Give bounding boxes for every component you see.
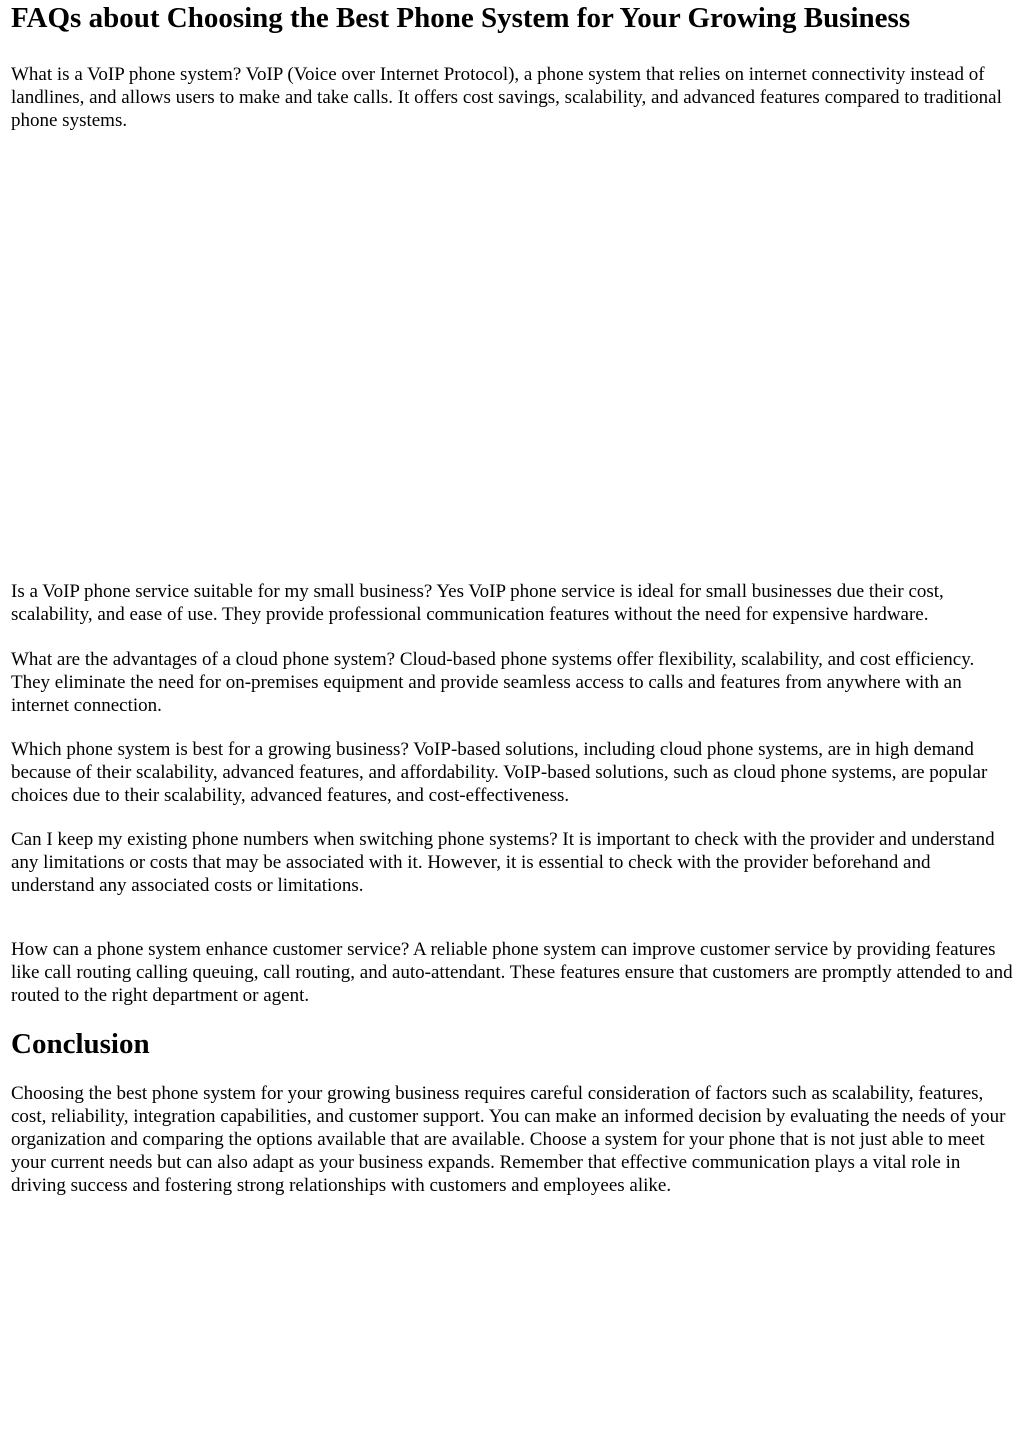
- faq-keep-numbers: Can I keep my existing phone numbers when switching phone systems? It is important to check with the provider and understand any limitations or costs that may be associated with it. However, it is essential to check with the provider beforehand and understand any associated costs or limitations.: [11, 829, 995, 896]
- page-title: FAQs about Choosing the Best Phone System for Your Growing Business: [11, 2, 911, 34]
- conclusion-text: Choosing the best phone system for your growing business requires careful consideration of factors such as scalability, features, cost, reliability, integration capabilities, and customer support. You can make an informed decision by evaluating the needs of your organization and comparing the options available that are available. Choose a system for your phone that is not just able to meet your current needs but can also adapt as your business expands. Remember that effective communication plays a vital role in driving success and fostering strong relationships with customers and employees alike.: [11, 1083, 1006, 1196]
- conclusion-heading: Conclusion: [11, 1028, 150, 1060]
- blank-media-area: [11, 132, 1013, 580]
- faq-cloud-advantages: What are the advantages of a cloud phone system? Cloud-based phone systems offer flexibility, scalability, and cost efficiency. They eliminate the need for on-premises equipment and provide seamless access to calls and features from anywhere with an internet connection.: [11, 649, 975, 716]
- faq-voip-system: What is a VoIP phone system? VoIP (Voice over Internet Protocol), a phone system that relies on internet connectivity instead of landlines, and allows users to make and take calls. It offers cost savings, scalability, and advanced features compared to traditional phone systems.: [11, 64, 1002, 131]
- faq-small-business: Is a VoIP phone service suitable for my small business? Yes VoIP phone service is ideal for small businesses due their cost, scalability, and ease of use. They provide professional communication features without the need for expensive hardware.: [11, 581, 944, 625]
- faq-customer-service: How can a phone system enhance customer service? A reliable phone system can improve customer service by providing features like call routing calling queuing, call routing, and auto-attendant. These features ensure that customers are promptly attended to and routed to the right department or agent.: [11, 939, 1013, 1006]
- faq-growing-business: Which phone system is best for a growing business? VoIP-based solutions, including cloud phone systems, are in high demand because of their scalability, advanced features, and affordability. VoIP-based solutions, such as cloud phone systems, are popular choices due to their scalability, advanced features, and cost-effectiveness.: [11, 739, 988, 806]
